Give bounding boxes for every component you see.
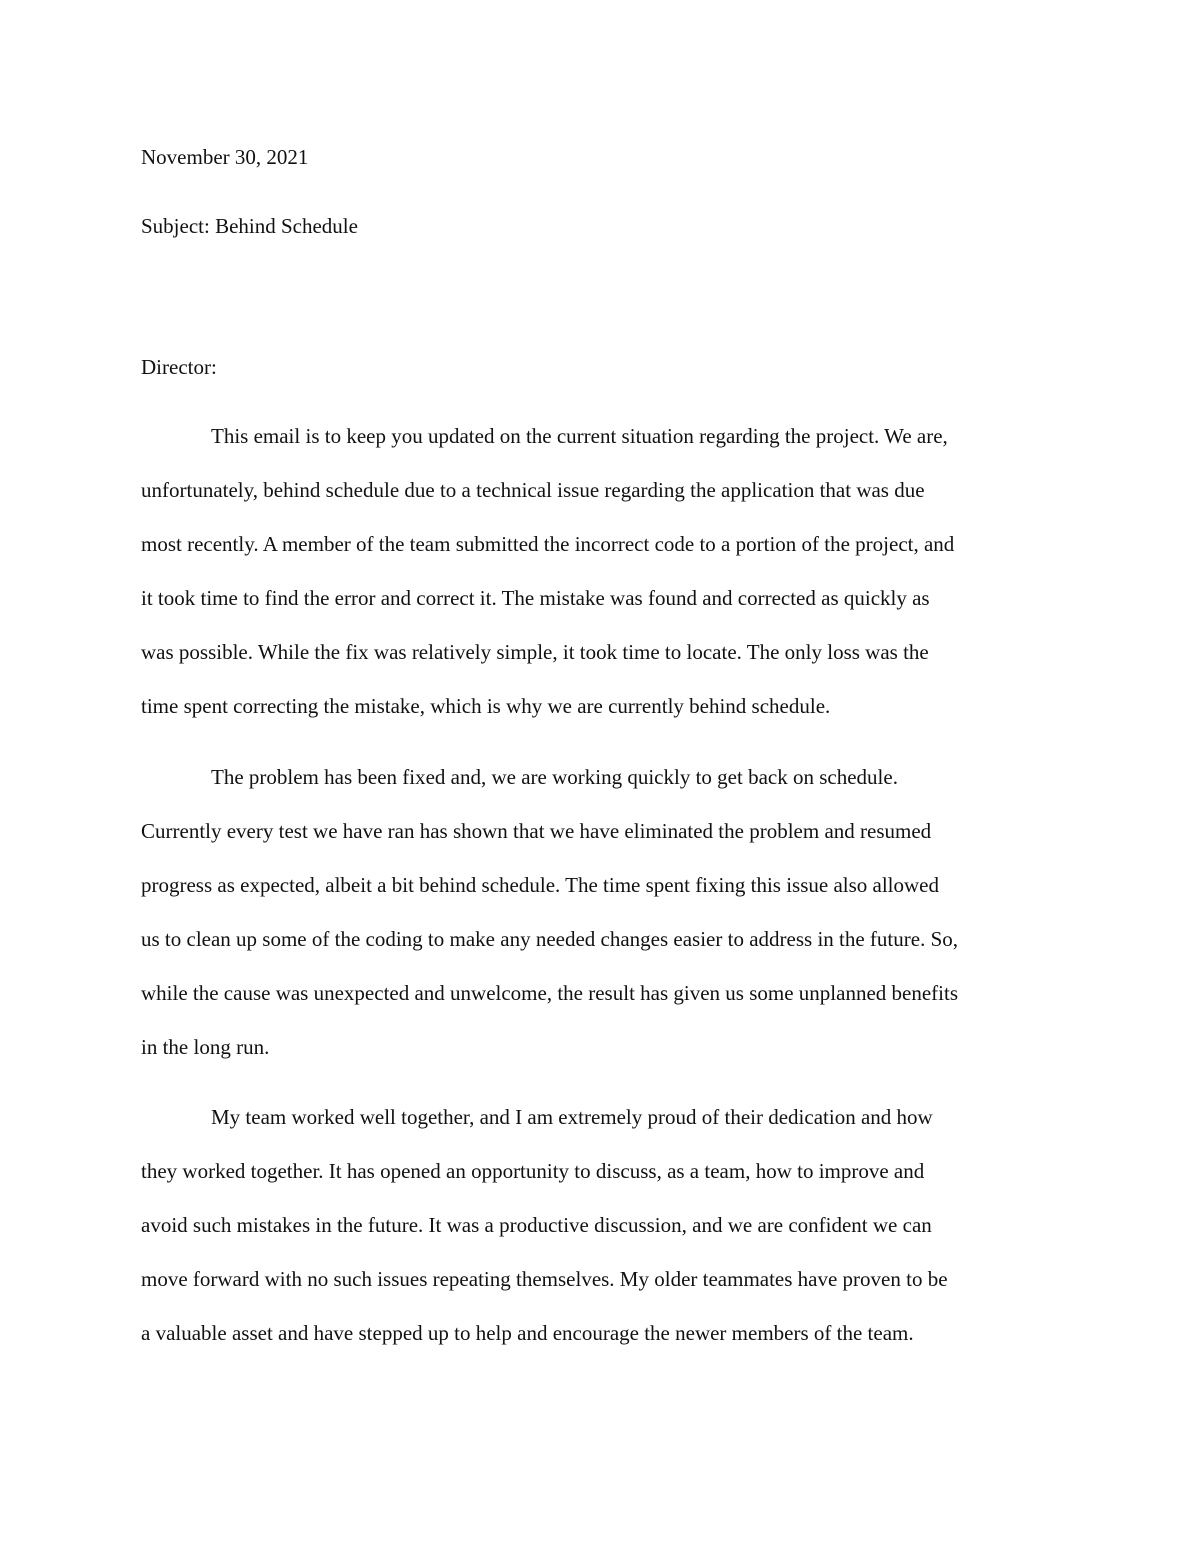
- paragraph-line: it took time to find the error and correct it. The mistake was found and corrected as quickly as: [141, 586, 930, 610]
- letter-date: November 30, 2021: [141, 145, 309, 169]
- paragraph-line: The problem has been fixed and, we are working quickly to get back on schedule.: [211, 765, 898, 789]
- paragraph-line: a valuable asset and have stepped up to help and encourage the newer members of the team.: [141, 1321, 914, 1345]
- paragraph-line: while the cause was unexpected and unwelcome, the result has given us some unplanned benefits: [141, 981, 959, 1005]
- paragraph-line: most recently. A member of the team submitted the incorrect code to a portion of the project, and: [141, 532, 955, 556]
- letter-subject: Subject: Behind Schedule: [141, 214, 358, 238]
- paragraph-line: us to clean up some of the coding to make any needed changes easier to address in the future. So,: [141, 927, 959, 951]
- paragraph-line: Currently every test we have ran has shown that we have eliminated the problem and resumed: [141, 819, 932, 843]
- paragraph-line: progress as expected, albeit a bit behind schedule. The time spent fixing this issue also allowed: [141, 873, 939, 897]
- paragraph-line: time spent correcting the mistake, which is why we are currently behind schedule.: [141, 694, 831, 718]
- paragraph-line: move forward with no such issues repeating themselves. My older teammates have proven to be: [141, 1267, 948, 1291]
- paragraph-line: My team worked well together, and I am extremely proud of their dedication and how: [211, 1105, 933, 1129]
- paragraph-line: unfortunately, behind schedule due to a technical issue regarding the application that was due: [141, 478, 925, 502]
- paragraph-line: they worked together. It has opened an opportunity to discuss, as a team, how to improve and: [141, 1159, 925, 1183]
- paragraph-line: in the long run.: [141, 1035, 270, 1059]
- paragraph-line: avoid such mistakes in the future. It was a productive discussion, and we are confident we can: [141, 1213, 932, 1237]
- paragraph-line: was possible. While the fix was relatively simple, it took time to locate. The only loss was the: [141, 640, 929, 664]
- letter-salutation: Director:: [141, 355, 217, 379]
- paragraph-line: This email is to keep you updated on the current situation regarding the project. We are,: [211, 424, 948, 448]
